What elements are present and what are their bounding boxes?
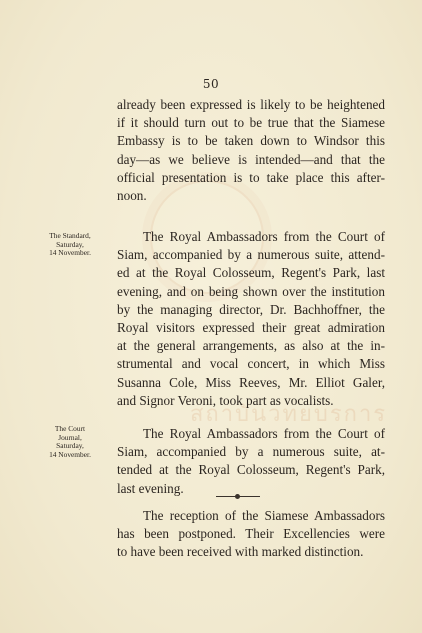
section-divider (216, 496, 260, 497)
paragraph-standard-report (117, 228, 385, 410)
text-line: The Royal Ambassadors from the Court of (143, 426, 385, 441)
text-line: tended at the Royal Colosseum, Regent's Park, (117, 462, 385, 478)
text-line: Royal visitors expressed their great admiration (117, 320, 385, 336)
text-line: noon. (117, 188, 147, 204)
margin-note-line: The Court (54, 424, 86, 433)
text-line: strumental and vocal concert, in which Miss (117, 356, 385, 372)
text-line: day—as we believe is intended—and that the (117, 151, 385, 167)
text-line: to have been received with marked distinction. (117, 544, 364, 560)
text-line: official presentation is to take place this after- (117, 169, 385, 185)
text-line: and Signor Veroni, took part as vocalists. (117, 392, 334, 408)
paragraph-continuation (117, 96, 385, 205)
margin-note-line: 14 November. (49, 449, 91, 459)
margin-note-line: The Standard, (49, 231, 91, 240)
library-watermark-text: สถาบันวทยบรการ (190, 402, 388, 427)
text-line: Siam, accompanied by a numerous suite, attend- (117, 247, 385, 263)
text-line: last evening. (117, 480, 184, 496)
text-line: The Royal Ambassadors from the Court of (143, 229, 385, 244)
margin-note-line: Saturday, (56, 441, 84, 451)
paragraph-reception-postponed (117, 507, 385, 562)
margin-note-standard (34, 232, 106, 258)
text-line: by the managing director, Dr. Bachhoffner, the (117, 301, 385, 317)
text-line: already been expressed is likely to be heightened (117, 97, 385, 112)
margin-note-line: Saturday, (56, 239, 84, 249)
text-line: Susanna Cole, Miss Reeves, Mr. Elliot Galer, (117, 374, 385, 390)
text-line: if it should turn out to be true that the Siamese (117, 115, 385, 131)
margin-note-court-journal (34, 425, 106, 459)
text-line: ed at the Royal Colosseum, Regent's Park, last (117, 265, 385, 281)
text-line: has been postponed. Their Excellencies were (117, 526, 385, 542)
page-number: 50 (202, 77, 220, 91)
margin-note-line: Journal, (58, 432, 82, 442)
text-line: The reception of the Siamese Ambassadors (143, 508, 385, 523)
text-line: at the general arrangements, as also at the in- (117, 338, 385, 354)
paragraph-court-journal-report (117, 425, 385, 498)
text-line: evening, and on being shown over the institution (117, 283, 385, 299)
text-line: Siam, accompanied by a numerous suite, at- (117, 444, 385, 460)
text-line: Embassy is to be taken down to Windsor this (117, 133, 385, 149)
margin-note-line: 14 November. (49, 248, 91, 258)
